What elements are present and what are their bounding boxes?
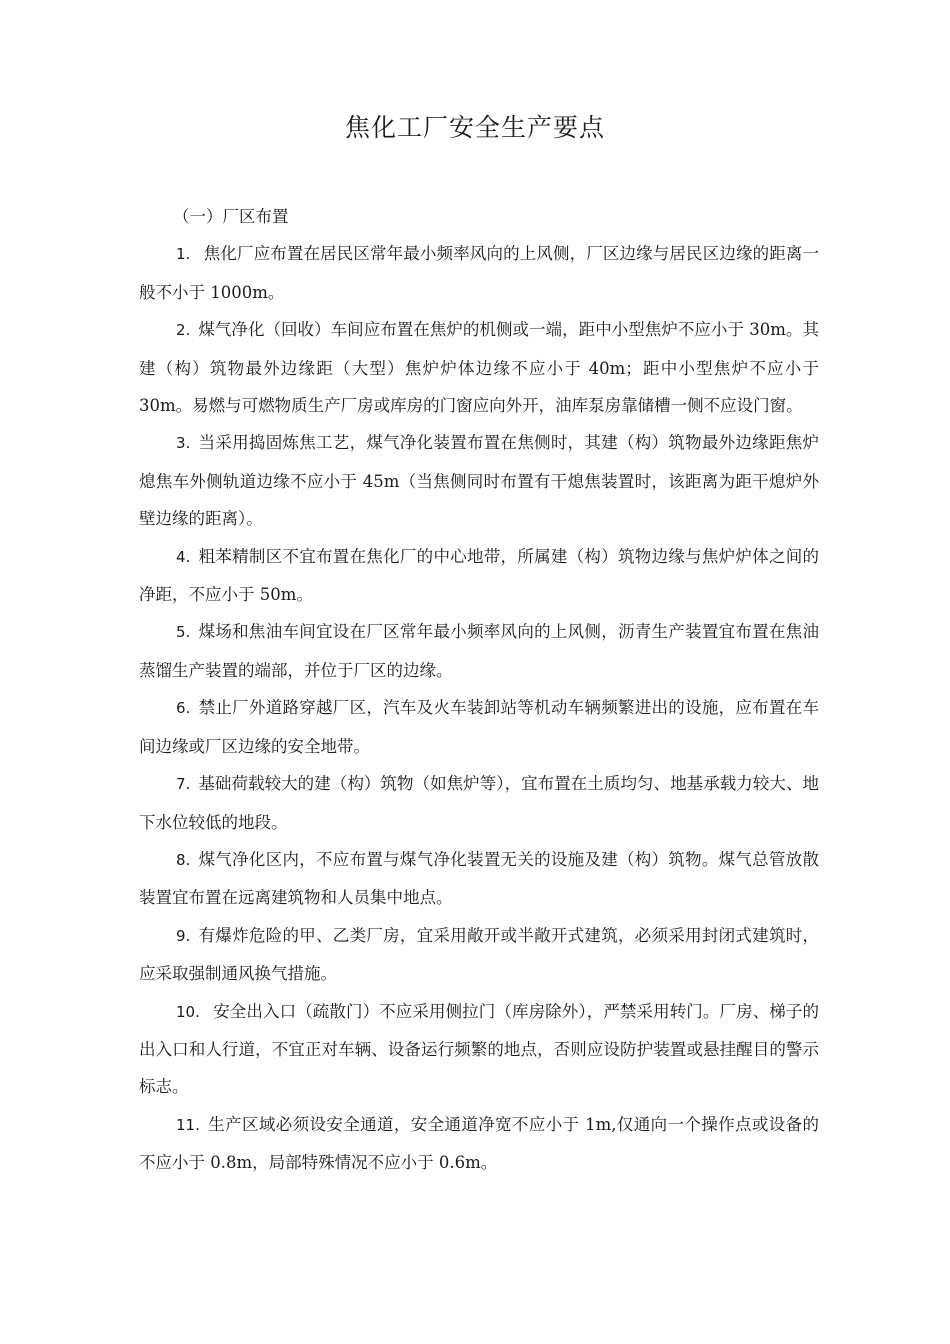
paragraph-number: 3.: [176, 434, 191, 453]
paragraph-text: 当采用捣固炼焦工艺，煤气净化装置布置在焦侧时，其建（构）筑物最外边缘距焦炉熄焦车外侧轨道边缘不应小于 45m（当焦侧同时布置有干熄焦装置时，该距离为距干熄炉外壁边缘的距离）。: [139, 433, 819, 529]
paragraph-4: [139, 538, 819, 614]
paragraph-6: [139, 689, 819, 765]
paragraph-text: 安全出入口（疏散门）不应采用侧拉门（库房除外），严禁采用转门。厂房、梯子的出入口和人行道，不宜正对车辆、设备运行频繁的地点，否则应设防护装置或悬挂醒目的警示标志。: [139, 1001, 819, 1097]
paragraph-text: 生产区域必须设安全通道，安全通道净宽不应小于 1m,仅通向一个操作点或设备的不应小于 0.8m，局部特殊情况不应小于 0.6m。: [139, 1114, 819, 1173]
paragraph-1: [139, 235, 819, 311]
section-heading: （一）厂区布置: [173, 207, 289, 226]
paragraph-5: [139, 613, 819, 689]
paragraph-number: 11.: [176, 1115, 200, 1134]
paragraph-number: 6.: [176, 699, 191, 718]
paragraph-number: 8.: [176, 850, 191, 869]
document-title: 焦化工厂安全生产要点: [344, 113, 605, 142]
paragraph-7: [139, 765, 819, 841]
paragraph-text: 煤场和焦油车间宜设在厂区常年最小频率风向的上风侧，沥青生产装置宜布置在焦油蒸馏生产装置的端部，并位于厂区的边缘。: [139, 622, 819, 680]
paragraph-number: 9.: [176, 926, 191, 945]
document-body: [139, 198, 819, 1182]
paragraph-number: 10.: [176, 1002, 200, 1021]
paragraph-number: 2.: [176, 321, 191, 340]
paragraph-number: 1.: [176, 245, 191, 264]
paragraph-number: 4.: [176, 547, 191, 566]
paragraph-text: 焦化厂应布置在居民区常年最小频率风向的上风侧，厂区边缘与居民区边缘的距离一般不小于 1000m。: [139, 244, 819, 302]
paragraph-number: 5.: [176, 623, 191, 642]
paragraph-text: 煤气净化（回收）车间应布置在焦炉的机侧或一端，距中小型焦炉不应小于 30m。其建（构）筑物最外边缘距（大型）焦炉炉体边缘不应小于 40m；距中小型焦炉不应小于 30m。易燃与可燃物质生产厂房或库房的门窗应向外开，油库泵房靠储槽一侧不应设门窗。: [139, 320, 819, 416]
paragraph-text: 粗苯精制区不宜布置在焦化厂的中心地带，所属建（构）筑物边缘与焦炉炉体之间的净距，不应小于 50m。: [139, 546, 819, 605]
paragraph-8: [139, 841, 819, 917]
paragraph-9: [139, 917, 819, 993]
paragraph-text: 禁止厂外道路穿越厂区，汽车及火车装卸站等机动车辆频繁进出的设施，应布置在车间边缘或厂区边缘的安全地带。: [139, 698, 819, 756]
paragraph-text: 基础荷载较大的建（构）筑物（如焦炉等），宜布置在土质均匀、地基承载力较大、地下水位较低的地段。: [139, 774, 819, 832]
paragraph-3: [139, 424, 819, 537]
paragraph-text: 煤气净化区内，不应布置与煤气净化装置无关的设施及建（构）筑物。煤气总管放散装置宜布置在远离建筑物和人员集中地点。: [139, 849, 819, 908]
paragraph-text: 有爆炸危险的甲、乙类厂房，宜采用敞开或半敞开式建筑，必须采用封闭式建筑时，应采取强制通风换气措施。: [139, 925, 819, 984]
paragraph-10: [139, 993, 819, 1106]
paragraph-11: [139, 1106, 819, 1182]
paragraph-2: [139, 311, 819, 424]
paragraph-number: 7.: [176, 775, 191, 794]
